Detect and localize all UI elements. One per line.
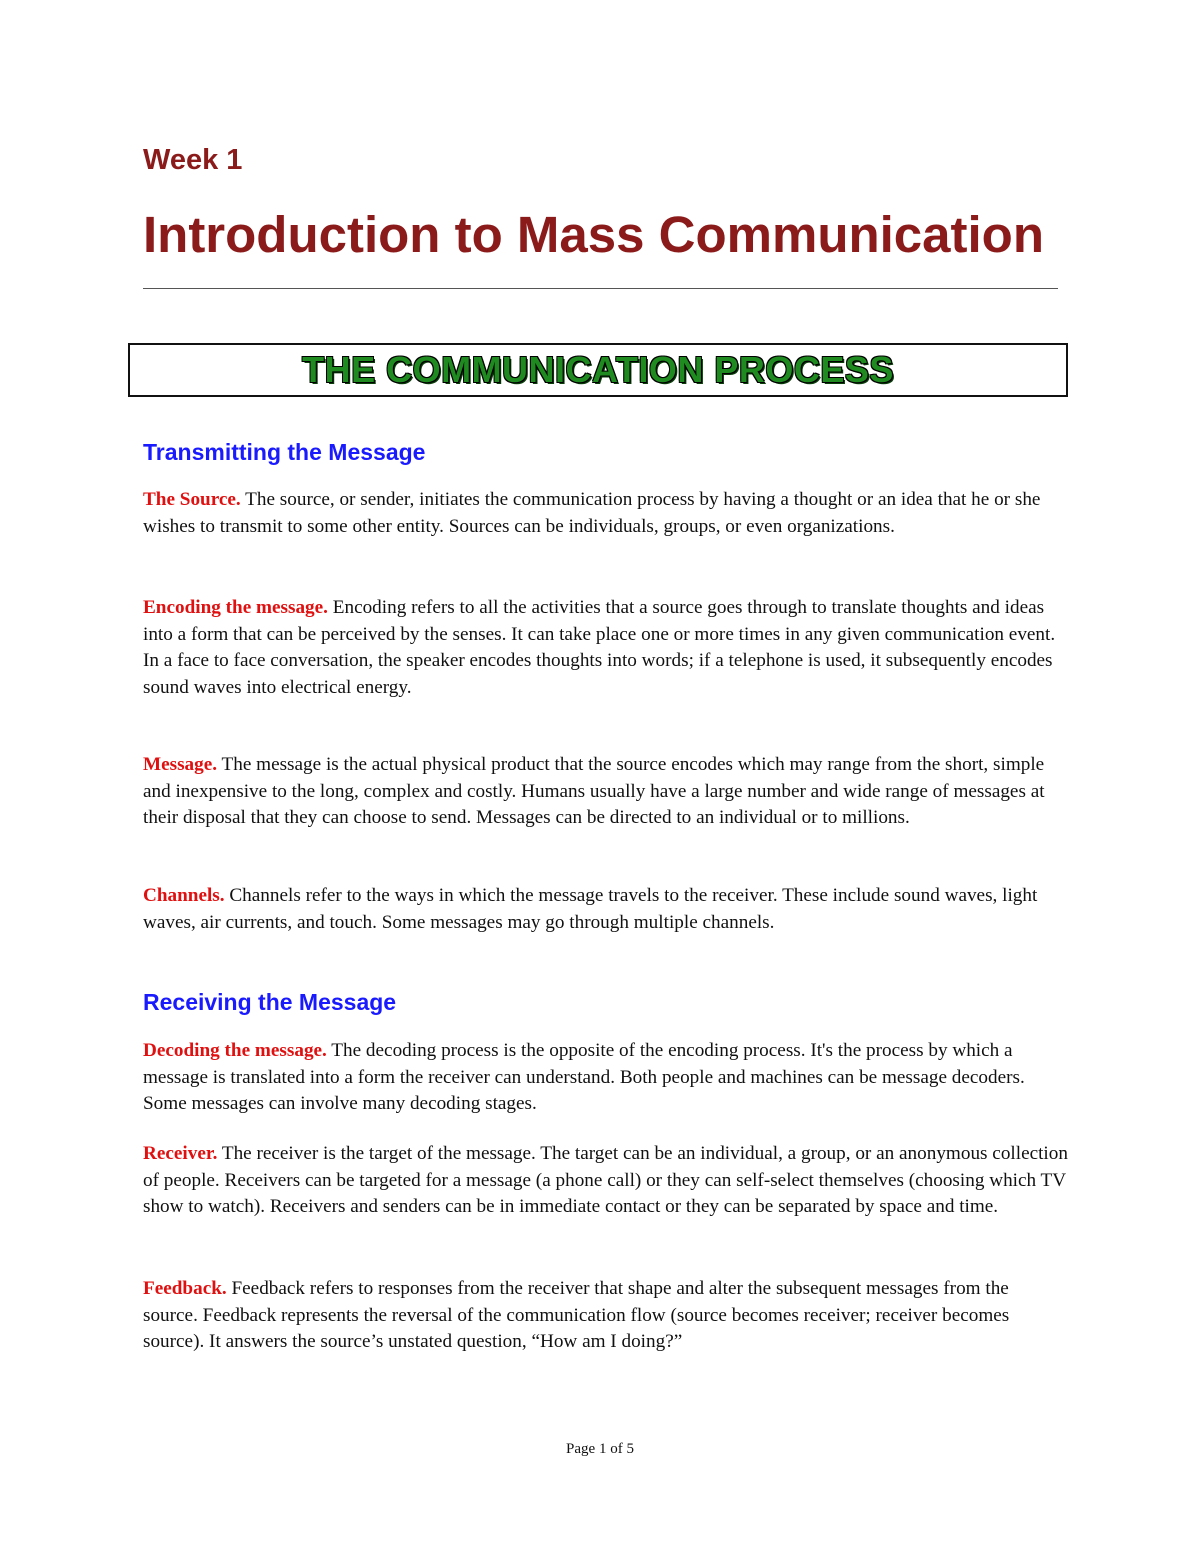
text-decoding: The decoding process is the opposite of the encoding process. It's the process by which a message is translated into a form the receiver can understand. Both people and machines can be message decoders. Some messages can involve many decoding stages. bbox=[143, 1040, 1025, 1114]
term-feedback: Feedback. bbox=[143, 1278, 227, 1299]
paragraph-decoding bbox=[143, 1038, 1068, 1118]
paragraph-receiver bbox=[143, 1141, 1068, 1221]
subheading-receiving: Receiving the Message bbox=[143, 989, 397, 1015]
term-channels: Channels. bbox=[143, 885, 225, 906]
term-source: The Source. bbox=[143, 489, 241, 510]
term-message: Message. bbox=[143, 754, 218, 775]
paragraph-message bbox=[143, 752, 1068, 832]
text-channels: Channels refer to the ways in which the message travels to the receiver. These include sound waves, light waves, air currents, and touch. Some messages may go through multiple channels. bbox=[143, 885, 1038, 933]
title-divider bbox=[143, 288, 1058, 289]
week-label: Week 1 bbox=[143, 144, 243, 176]
text-encoding: Encoding refers to all the activities that a source goes through to translate thoughts and ideas into a form that can be perceived by the senses. It can take place one or more times in any given communication event. In a face to face conversation, the speaker encodes thoughts into words; if a telephone is used, it subsequently encodes sound waves into electrical energy. bbox=[143, 597, 1056, 698]
text-message: The message is the actual physical product that the source encodes which may range from the short, simple and inexpensive to the long, complex and costly. Humans usually have a large number and wide range of messages at their disposal that they can choose to send. Messages can be directed to an individual or to millions. bbox=[143, 754, 1045, 828]
section-title-box bbox=[128, 343, 1068, 397]
subheading-transmitting: Transmitting the Message bbox=[143, 439, 426, 465]
term-decoding: Decoding the message. bbox=[143, 1040, 327, 1061]
paragraph-feedback bbox=[143, 1276, 1068, 1356]
paragraph-encoding bbox=[143, 595, 1068, 701]
paragraph-channels bbox=[143, 883, 1068, 936]
text-source: The source, or sender, initiates the communication process by having a thought or an idea that he or she wishes to transmit to some other entity. Sources can be individuals, groups, or even organizations. bbox=[143, 489, 1041, 537]
text-receiver: The receiver is the target of the message. The target can be an individual, a group, or an anonymous collection of people. Receivers can be targeted for a message (a phone call) or they can self-select themselves (choosing which TV show to watch). Receivers and senders can be in immediate contact or they can be separated by space and time. bbox=[143, 1143, 1068, 1217]
term-receiver: Receiver. bbox=[143, 1143, 218, 1164]
term-encoding: Encoding the message. bbox=[143, 597, 328, 618]
page-number-footer: Page 1 of 5 bbox=[566, 1441, 634, 1457]
text-feedback: Feedback refers to responses from the receiver that shape and alter the subsequent messages from the source. Feedback represents the reversal of the communication flow (source becomes receiver; receiver becomes source). It answers the source’s unstated question, “How am I doing?” bbox=[143, 1278, 1010, 1352]
document-title: Introduction to Mass Communication bbox=[143, 206, 1044, 263]
paragraph-source bbox=[143, 487, 1068, 540]
section-title: THE COMMUNICATION PROCESS bbox=[302, 349, 894, 390]
